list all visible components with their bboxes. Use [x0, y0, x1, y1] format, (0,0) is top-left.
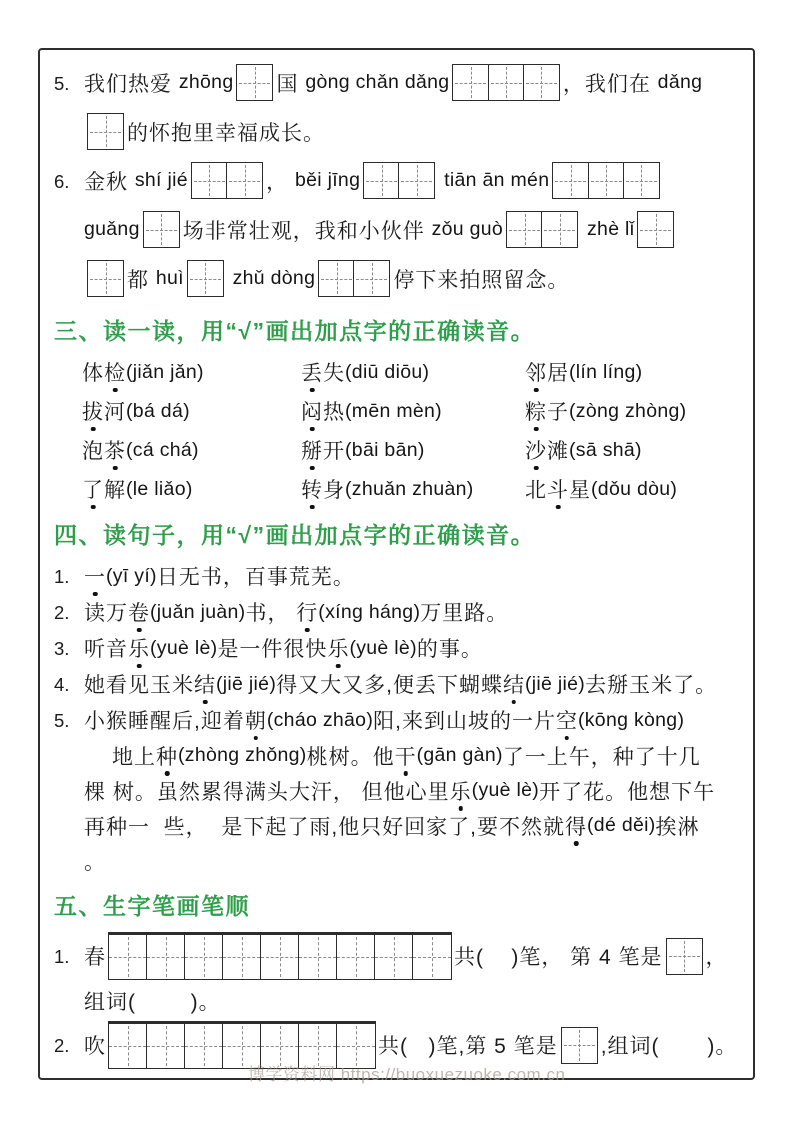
text-run: 吹 [84, 1035, 106, 1058]
stroke-item-1-line-1 [54, 929, 743, 983]
pinyin-run: (zòng zhòng) [569, 399, 687, 422]
text-run: 听音 [84, 638, 128, 661]
word-item [525, 471, 743, 507]
pinyin-run: (yuè lè) [150, 636, 218, 659]
tianzige-box-group [506, 211, 578, 248]
text-run: 失 [323, 362, 345, 385]
stroke-grid-cell [375, 935, 413, 979]
item-number: 1. [54, 566, 70, 587]
text-run: 共( )笔， 第 4 笔是 [454, 946, 663, 969]
pinyin-run: (xíng háng) [318, 600, 421, 623]
pinyin-run: (mēn mèn) [345, 399, 442, 422]
pinyin-run: gòng chǎn dǎng [305, 71, 450, 93]
dotted-char: 一 [84, 561, 106, 591]
tianzige-box-group [236, 64, 273, 101]
text-run: 是一件很快 [217, 638, 328, 661]
text-run: 万里路。 [420, 602, 509, 625]
text-run: 挨淋 [655, 815, 700, 839]
worksheet-border [38, 48, 755, 1080]
section-5-title: 五、生字笔画笔顺 [54, 893, 250, 919]
tianzige-box-group [318, 260, 390, 297]
text-run: 去掰玉米了。 [585, 674, 718, 697]
word-item [301, 471, 525, 507]
tianzige-box [523, 64, 560, 101]
text-run: 桃树。他 [306, 745, 395, 769]
tianzige-box [363, 162, 400, 199]
pinyin-run: zhōng [178, 71, 234, 93]
pinyin-run: zǒu guò [431, 218, 504, 240]
dotted-char: 朝 [245, 705, 267, 735]
text-run: 身 [323, 479, 345, 502]
text-run: 泡 [82, 440, 104, 463]
stroke-line [84, 986, 221, 1016]
sentence-item-2 [54, 594, 743, 630]
item-number: 5. [54, 72, 70, 94]
dictation-item-6-line-2 [84, 205, 743, 254]
word-item [301, 354, 525, 390]
text-run: 停下来拍照留念。 [393, 268, 570, 292]
item-number: 3. [54, 638, 70, 659]
pinyin-run: huì [155, 267, 184, 289]
tianzige-box [191, 162, 228, 199]
tianzige-box [398, 162, 435, 199]
sentence-line [84, 776, 715, 806]
sentence-item-5-line-2 [112, 738, 743, 773]
stroke-grid-cell [299, 935, 337, 979]
tianzige-box-group [191, 162, 263, 199]
text-run: ，我们在 [562, 72, 658, 96]
sentence-line [84, 811, 700, 841]
dotted-char: 结 [194, 669, 216, 699]
pinyin-run: (zhuǎn zhuàn) [345, 477, 474, 500]
pinyin-run: shí jié [134, 169, 188, 191]
tianzige-box-group [143, 211, 180, 248]
dotted-char: 乐 [327, 633, 349, 663]
pinyin-run: zhǔ dòng [226, 267, 316, 289]
dotted-char: 行 [296, 597, 318, 627]
text-run: ,组词( )。 [600, 1035, 738, 1058]
sentence-item-4 [54, 666, 743, 702]
pinyin-run: (zhòng zhǒng) [178, 744, 307, 766]
text-run: 开 [323, 440, 345, 463]
text-run: 河 [104, 401, 126, 424]
word-item [525, 432, 743, 468]
text-run: 子 [547, 401, 569, 424]
text-run: 读万 [84, 602, 128, 625]
tianzige-box-group [187, 260, 224, 297]
dotted-char: 得 [565, 811, 587, 841]
word-item [301, 432, 525, 468]
word-item [82, 471, 301, 507]
dotted-char: 种 [156, 741, 178, 771]
dotted-char: 干 [395, 741, 417, 771]
pinyin-run: (diū diōu) [345, 360, 430, 383]
pinyin-run: (gān gàn) [416, 744, 503, 766]
word-item [82, 393, 301, 429]
pinyin-run: guǎng [84, 218, 140, 240]
item-number: 2. [54, 1035, 70, 1056]
sentence-item-5-line-4 [84, 808, 743, 843]
tianzige-box-group [363, 162, 435, 199]
pinyin-run: (juǎn juàn) [150, 600, 246, 623]
site-watermark: 博学资料网 https://buoxuezuoke.com.cn [248, 1065, 566, 1084]
tianzige-box [187, 260, 224, 297]
tianzige-box-group [87, 113, 124, 150]
stroke-line [84, 932, 728, 980]
dotted-char: 了 [82, 474, 104, 504]
word-item [82, 354, 301, 390]
tianzige-box-group [552, 162, 659, 199]
tianzige-box [541, 211, 578, 248]
text-run: 体 [82, 362, 104, 385]
pinyin-run: (bá dá) [126, 399, 190, 422]
stroke-grid-cell [223, 935, 261, 979]
dotted-char: 闷 [301, 396, 323, 426]
stroke-grid-cell [109, 1024, 147, 1068]
dictation-item-5-line-1 [54, 58, 743, 107]
word-item [525, 393, 743, 429]
text-run: 星 [569, 479, 591, 502]
text-run: 再种一 些， 是下起了雨,他只好回家了,要不然就 [84, 815, 566, 839]
section-3-title: 三、读一读，用“√”画出加点字的正确读音。 [54, 318, 536, 344]
dotted-char: 结 [503, 669, 525, 699]
tianzige-box [226, 162, 263, 199]
tianzige-box [637, 211, 674, 248]
dotted-char: 粽 [525, 396, 547, 426]
text-run: 居 [547, 362, 569, 385]
dotted-char: 茶 [104, 435, 126, 465]
text-run: 共( )笔,第 5 笔是 [378, 1035, 558, 1058]
dotted-char: 乐 [450, 776, 472, 806]
stroke-grid-cell [185, 1024, 223, 1068]
pinyin-run: (bāi bān) [345, 438, 425, 461]
stroke-grid-cell [413, 935, 451, 979]
dotted-char: 检 [104, 357, 126, 387]
stroke-order-grid [108, 932, 452, 980]
text-run: 组词( )。 [84, 990, 221, 1014]
sentence-line [84, 669, 717, 699]
pinyin-run: (dé děi) [587, 814, 656, 836]
section-3-word-grid [54, 354, 743, 507]
text-run: 地上 [112, 745, 156, 769]
dictation-line [84, 64, 702, 101]
dictation-item-6-line-1 [54, 156, 743, 205]
pinyin-run: (sā shā) [569, 438, 642, 461]
tianzige-box-group [637, 211, 674, 248]
dictation-line [84, 211, 677, 248]
pinyin-run: (kōng kòng) [577, 708, 685, 731]
item-number: 5. [54, 710, 70, 731]
text-run: 了一上午，种了十几 [502, 745, 701, 769]
text-run: 都 [127, 268, 156, 292]
pinyin-run: zhè lǐ [581, 218, 635, 240]
text-run: 。 [84, 850, 106, 874]
pinyin-run: (jiǎn jǎn) [126, 360, 204, 383]
stroke-grid-cell [147, 1024, 185, 1068]
tianzige-box [506, 211, 543, 248]
text-run: 开了花。他想下午 [539, 780, 716, 804]
pinyin-run: (yuè lè) [471, 779, 540, 801]
tianzige-box-group [452, 64, 559, 101]
sentence-line [112, 741, 701, 771]
text-run: 国 [276, 72, 306, 96]
tianzige-box [552, 162, 589, 199]
dotted-char: 沙 [525, 435, 547, 465]
dictation-line [84, 162, 663, 199]
dotted-char: 邻 [525, 357, 547, 387]
dotted-char: 卷 [128, 597, 150, 627]
tianzige-box [488, 64, 525, 101]
sentence-line [84, 705, 684, 735]
tianzige-box [561, 1027, 598, 1064]
tianzige-box [452, 64, 489, 101]
sentence-line [84, 561, 355, 591]
dictation-line [84, 260, 569, 297]
dotted-char: 转 [301, 474, 323, 504]
word-item [525, 354, 743, 390]
tianzige-box [143, 211, 180, 248]
item-number: 1. [54, 946, 70, 967]
dotted-char: 乐 [128, 633, 150, 663]
pinyin-run: (yuè lè) [349, 636, 417, 659]
text-run: 她看见玉米 [84, 674, 194, 697]
text-run: 阳,来到山坡的一片 [373, 710, 556, 733]
text-run: 的怀抱里幸福成长。 [127, 121, 325, 145]
text-run: ， [266, 170, 295, 194]
stroke-grid-cell [147, 935, 185, 979]
tianzige-box [666, 938, 703, 975]
text-run: 北 [525, 479, 547, 502]
sentence-item-5-line-5 [84, 843, 743, 878]
tianzige-box-group [87, 260, 124, 297]
text-run: 解 [104, 479, 126, 502]
tianzige-box [87, 260, 124, 297]
tianzige-box [236, 64, 273, 101]
sentence-line [84, 633, 483, 663]
pinyin-run: dǎng [657, 71, 703, 93]
text-run: 金秋 [84, 170, 135, 194]
pinyin-run: (lín líng) [569, 360, 643, 383]
dictation-item-6-line-3 [84, 254, 743, 303]
dotted-char: 掰 [301, 435, 323, 465]
tianzige-box [353, 260, 390, 297]
sentence-item-3 [54, 630, 743, 666]
tianzige-box [87, 113, 124, 150]
section-4-title: 四、读句子，用“√”画出加点字的正确读音。 [54, 522, 536, 548]
pinyin-run: (cá chá) [126, 438, 199, 461]
text-run: 棵 树。虽然累得满头大汗， 但他心里 [84, 780, 450, 804]
sentence-item-5-line-3 [84, 773, 743, 808]
text-run: 春 [84, 946, 106, 969]
stroke-grid-cell [109, 935, 147, 979]
dotted-char: 丢 [301, 357, 323, 387]
word-item [82, 432, 301, 468]
sentence-line [84, 597, 508, 627]
sentence-item-1 [54, 558, 743, 594]
dotted-char: 斗 [547, 474, 569, 504]
pinyin-run: běi jīng [294, 169, 361, 191]
text-run: 我们热爱 [84, 72, 179, 96]
dictation-line [84, 113, 325, 150]
pinyin-run: tiān ān mén [438, 169, 550, 191]
tianzige-box-group [666, 938, 703, 975]
pinyin-run: (cháo zhāo) [266, 708, 374, 731]
text-run: 的事。 [416, 638, 483, 661]
stroke-item-1-line-2 [84, 983, 743, 1018]
stroke-grid-cell [185, 935, 223, 979]
tianzige-box [588, 162, 625, 199]
text-run: 得又大又多,便丢下蝴蝶 [276, 674, 503, 697]
text-run: 书， [245, 602, 297, 625]
text-run: ， [705, 946, 728, 969]
sentence-line [84, 846, 106, 876]
dotted-char: 拔 [82, 396, 104, 426]
tianzige-box [318, 260, 355, 297]
stroke-grid-cell [337, 935, 375, 979]
pinyin-run: (jiē jié) [216, 672, 277, 695]
item-number: 4. [54, 674, 70, 695]
tianzige-box-group [561, 1027, 598, 1064]
pinyin-run: (dǒu dòu) [591, 477, 678, 500]
sentence-item-5-line-1 [54, 702, 743, 738]
dotted-char: 空 [556, 705, 578, 735]
text-run: 小猴睡醒后,迎着 [84, 710, 245, 733]
text-run: 场非常壮观，我和小伙伴 [182, 219, 432, 243]
tianzige-box [623, 162, 660, 199]
pinyin-run: (jiē jié) [524, 672, 586, 695]
dictation-item-5-line-2 [84, 107, 743, 156]
text-run: 热 [323, 401, 345, 424]
item-number: 2. [54, 602, 70, 623]
pinyin-run: (yī yí) [106, 564, 157, 587]
word-item [301, 393, 525, 429]
text-run: 滩 [547, 440, 569, 463]
text-run: 日无书，百事荒芜。 [156, 566, 355, 589]
stroke-grid-cell [261, 935, 299, 979]
pinyin-run: (le liǎo) [126, 477, 193, 500]
item-number: 6. [54, 170, 70, 192]
